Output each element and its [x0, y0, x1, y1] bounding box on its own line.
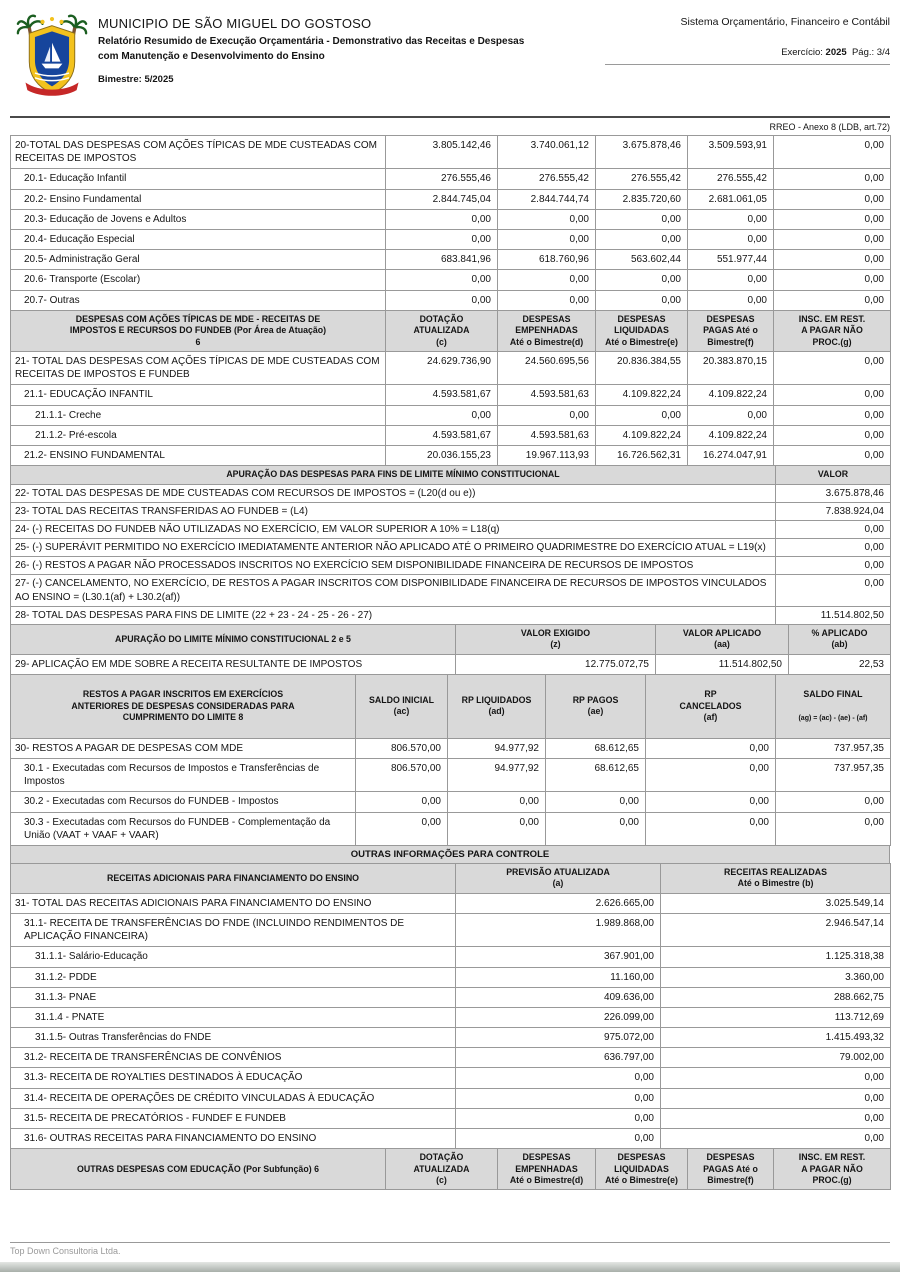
apuracao-despesas-table	[10, 465, 891, 625]
row-label: 24- (-) RECEITAS DO FUNDEB NÃO UTILIZADAS NO EXERCÍCIO, EM VALOR SUPERIOR A 10% = L18(q)	[11, 520, 776, 538]
row-label: 29- APLICAÇÃO EM MDE SOBRE A RECEITA RESULTANTE DE IMPOSTOS	[11, 654, 456, 674]
row-label: 31.2- RECEITA DE TRANSFERÊNCIAS DE CONVÊNIOS	[11, 1048, 456, 1068]
cell-e: 4.109.822,24	[596, 425, 688, 445]
table-row	[11, 539, 891, 557]
cell-d: 0,00	[498, 270, 596, 290]
row-label: 31.3- RECEITA DE ROYALTIES DESTINADOS À EDUCAÇÃO	[11, 1068, 456, 1088]
table-row	[11, 557, 891, 575]
mde-impostos-table	[10, 135, 891, 311]
section-title-limite-minimo: APURAÇÃO DO LIMITE MÍNIMO CONSTITUCIONAL 2 e 5	[11, 625, 456, 655]
cell-g: 0,00	[774, 290, 891, 310]
cell-a: 409.636,00	[456, 987, 661, 1007]
cell-e: 4.109.822,24	[596, 385, 688, 405]
cell-b: 288.662,75	[661, 987, 891, 1007]
row-label: 21.1.2- Pré-escola	[11, 425, 386, 445]
col-header-rp-cancelados: RP CANCELADOS (af)	[646, 675, 776, 739]
cell-ad: 0,00	[448, 812, 546, 845]
table-row	[11, 229, 891, 249]
header-divider	[10, 116, 890, 118]
cell-d: 4.593.581,63	[498, 385, 596, 405]
cell-g: 0,00	[774, 136, 891, 169]
row-label: 31.4- RECEITA DE OPERAÇÕES DE CRÉDITO VINCULADAS À EDUCAÇÃO	[11, 1088, 456, 1108]
cell-c: 0,00	[386, 405, 498, 425]
cell-ae: 0,00	[546, 812, 646, 845]
footer-vendor: Top Down Consultoria Ltda.	[10, 1242, 890, 1256]
row-label: 21.1.1- Creche	[11, 405, 386, 425]
table-header-row	[11, 675, 891, 739]
row-label: 23- TOTAL DAS RECEITAS TRANSFERIDAS AO FUNDEB = (L4)	[11, 502, 776, 520]
table-row	[11, 893, 891, 913]
cell-af: 0,00	[646, 759, 776, 792]
cell-e: 16.726.562,31	[596, 445, 688, 465]
annex-label: RREO - Anexo 8 (LDB, art.72)	[769, 122, 890, 132]
cell-ac: 806.570,00	[356, 738, 448, 758]
report-title-line2: com Manutenção e Desenvolvimento do Ensino	[98, 51, 325, 62]
cell-f: 0,00	[688, 229, 774, 249]
exercise-label: Exercício:	[781, 47, 823, 58]
cell-af: 0,00	[646, 792, 776, 812]
section-title-outras-despesas: OUTRAS DESPESAS COM EDUCAÇÃO (Por Subfunção) 6	[11, 1149, 386, 1190]
table-row	[11, 1007, 891, 1027]
mde-fundeb-table	[10, 310, 891, 466]
cell-g: 0,00	[774, 445, 891, 465]
section-title-restos-a-pagar: RESTOS A PAGAR INSCRITOS EM EXERCÍCIOS ANTERIORES DE DESPESAS CONSIDERADAS PARA CUMPRIMENTO DO LIMITE 8	[11, 675, 356, 739]
col-header-valor-aplicado: VALOR APLICADO (aa)	[656, 625, 789, 655]
row-label: 20.3- Educação de Jovens e Adultos	[11, 209, 386, 229]
cell-g: 0,00	[774, 209, 891, 229]
col-header-receitas-realizadas: RECEITAS REALIZADAS Até o Bimestre (b)	[661, 863, 891, 893]
table-row	[11, 169, 891, 189]
cell-g: 0,00	[774, 351, 891, 384]
cell-g: 0,00	[774, 169, 891, 189]
cell-e: 0,00	[596, 209, 688, 229]
cell-v: 0,00	[776, 557, 891, 575]
table-row	[11, 759, 891, 792]
cell-f: 0,00	[688, 405, 774, 425]
cell-ag: 0,00	[776, 812, 891, 845]
row-label: 31.1.3- PNAE	[11, 987, 456, 1007]
cell-c: 4.593.581,67	[386, 425, 498, 445]
cell-c: 24.629.736,90	[386, 351, 498, 384]
cell-a: 0,00	[456, 1088, 661, 1108]
cell-ad: 0,00	[448, 792, 546, 812]
cell-d: 0,00	[498, 209, 596, 229]
cell-af: 0,00	[646, 812, 776, 845]
row-label: 31.6- OUTRAS RECEITAS PARA FINANCIAMENTO DO ENSINO	[11, 1129, 456, 1149]
cell-g: 0,00	[774, 405, 891, 425]
cell-d: 618.760,96	[498, 250, 596, 270]
table-row	[11, 425, 891, 445]
row-label: 25- (-) SUPERÁVIT PERMITIDO NO EXERCÍCIO IMEDIATAMENTE ANTERIOR NÃO APLICADO ATÉ O PRIMEIRO QUADRIMESTRE DO EXERCÍCIO ATUAL = L19(x)	[11, 539, 776, 557]
table-row	[11, 502, 891, 520]
cell-f: 0,00	[688, 209, 774, 229]
saldo-final-label: SALDO FINAL	[803, 689, 863, 700]
cell-e: 20.836.384,55	[596, 351, 688, 384]
cell-ac: 0,00	[356, 792, 448, 812]
row-label: 31.5- RECEITA DE PRECATÓRIOS - FUNDEF E FUNDEB	[11, 1108, 456, 1128]
col-header-saldo-final	[776, 675, 891, 739]
cell-b: 0,00	[661, 1088, 891, 1108]
table-row	[11, 987, 891, 1007]
row-label: 21.1- EDUCAÇÃO INFANTIL	[11, 385, 386, 405]
cell-a: 367.901,00	[456, 947, 661, 967]
row-label: 20.1- Educação Infantil	[11, 169, 386, 189]
row-label: 30- RESTOS A PAGAR DE DESPESAS COM MDE	[11, 738, 356, 758]
col-header-rp-pagos: RP PAGOS (ae)	[546, 675, 646, 739]
cell-e: 0,00	[596, 229, 688, 249]
col-header-despesas-liquidadas: DESPESAS LIQUIDADAS Até o Bimestre(e)	[596, 310, 688, 351]
table-row	[11, 351, 891, 384]
table-row	[11, 445, 891, 465]
col-header-despesas-empenhadas: DESPESAS EMPENHADAS Até o Bimestre(d)	[498, 1149, 596, 1190]
cell-b: 113.712,69	[661, 1007, 891, 1027]
col-header-insc-rest-pagar: INSC. EM REST. A PAGAR NÃO PROC.(g)	[774, 310, 891, 351]
col-header-despesas-pagas: DESPESAS PAGAS Até o Bimestre(f)	[688, 310, 774, 351]
cell-v: 0,00	[776, 539, 891, 557]
cell-f: 16.274.047,91	[688, 445, 774, 465]
cell-a: 636.797,00	[456, 1048, 661, 1068]
cell-f: 276.555,42	[688, 169, 774, 189]
section-title-apuracao-despesas: APURAÇÃO DAS DESPESAS PARA FINS DE LIMITE MÍNIMO CONSTITUCIONAL	[11, 466, 776, 484]
col-header-valor: VALOR	[776, 466, 891, 484]
row-label: 31- TOTAL DAS RECEITAS ADICIONAIS PARA FINANCIAMENTO DO ENSINO	[11, 893, 456, 913]
row-label: 31.1.2- PDDE	[11, 967, 456, 987]
cell-f: 0,00	[688, 290, 774, 310]
receitas-adicionais-table	[10, 863, 891, 1149]
col-header-valor-exigido: VALOR EXIGIDO (z)	[456, 625, 656, 655]
municipality-name: MUNICIPIO DE SÃO MIGUEL DO GOSTOSO	[98, 16, 372, 31]
cell-e: 2.835.720,60	[596, 189, 688, 209]
cell-a: 11.160,00	[456, 967, 661, 987]
cell-e: 0,00	[596, 405, 688, 425]
cell-ae: 68.612,65	[546, 759, 646, 792]
col-header-insc-rest-pagar: INSC. EM REST. A PAGAR NÃO PROC.(g)	[774, 1149, 891, 1190]
cell-a: 0,00	[456, 1129, 661, 1149]
cell-v: 11.514.802,50	[776, 606, 891, 624]
cell-ae: 0,00	[546, 792, 646, 812]
row-label: 22- TOTAL DAS DESPESAS DE MDE CUSTEADAS COM RECURSOS DE IMPOSTOS = (L20(d ou e))	[11, 484, 776, 502]
cell-d: 2.844.744,74	[498, 189, 596, 209]
cell-d: 0,00	[498, 229, 596, 249]
cell-af: 0,00	[646, 738, 776, 758]
window-bottom-edge	[0, 1262, 900, 1272]
table-row	[11, 606, 891, 624]
cell-e: 563.602,44	[596, 250, 688, 270]
table-row	[11, 189, 891, 209]
col-header-despesas-empenhadas: DESPESAS EMPENHADAS Até o Bimestre(d)	[498, 310, 596, 351]
table-row	[11, 484, 891, 502]
table-row	[11, 792, 891, 812]
row-label: 30.3 - Executadas com Recursos do FUNDEB - Complementação da União (VAAT + VAAF + VAAR)	[11, 812, 356, 845]
table-row	[11, 136, 891, 169]
cell-b: 2.946.547,14	[661, 913, 891, 946]
cell-ab: 22,53	[789, 654, 891, 674]
cell-f: 2.681.061,05	[688, 189, 774, 209]
col-header-despesas-pagas: DESPESAS PAGAS Até o Bimestre(f)	[688, 1149, 774, 1190]
table-row	[11, 1088, 891, 1108]
cell-g: 0,00	[774, 250, 891, 270]
cell-c: 0,00	[386, 290, 498, 310]
cell-c: 3.805.142,46	[386, 136, 498, 169]
row-label: 30.1 - Executadas com Recursos de Impostos e Transferências de Impostos	[11, 759, 356, 792]
cell-v: 0,00	[776, 520, 891, 538]
row-label: 28- TOTAL DAS DESPESAS PARA FINS DE LIMITE (22 + 23 - 24 - 25 - 26 - 27)	[11, 606, 776, 624]
cell-e: 0,00	[596, 290, 688, 310]
cell-d: 19.967.113,93	[498, 445, 596, 465]
cell-g: 0,00	[774, 270, 891, 290]
col-header-dotacao-atualizada: DOTAÇÃO ATUALIZADA (c)	[386, 310, 498, 351]
table-row	[11, 913, 891, 946]
cell-g: 0,00	[774, 385, 891, 405]
cell-ad: 94.977,92	[448, 738, 546, 758]
cell-a: 0,00	[456, 1108, 661, 1128]
row-label: 31.1.1- Salário-Educação	[11, 947, 456, 967]
cell-b: 0,00	[661, 1129, 891, 1149]
cell-f: 3.509.593,91	[688, 136, 774, 169]
cell-e: 0,00	[596, 270, 688, 290]
cell-f: 551.977,44	[688, 250, 774, 270]
cell-ac: 806.570,00	[356, 759, 448, 792]
cell-ac: 0,00	[356, 812, 448, 845]
cell-d: 4.593.581,63	[498, 425, 596, 445]
cell-ae: 68.612,65	[546, 738, 646, 758]
cell-v: 0,00	[776, 575, 891, 606]
table-row	[11, 250, 891, 270]
system-name: Sistema Orçamentário, Financeiro e Contábil	[680, 16, 890, 28]
row-label: 26- (-) RESTOS A PAGAR NÃO PROCESSADOS INSCRITOS NO EXERCÍCIO SEM DISPONIBILIDADE FINANCEIRA DE RECURSOS DE IMPOSTOS	[11, 557, 776, 575]
table-row	[11, 967, 891, 987]
cell-a: 0,00	[456, 1068, 661, 1088]
section-banner-outras-informacoes: OUTRAS INFORMAÇÕES PARA CONTROLE	[10, 845, 890, 864]
cell-b: 3.360,00	[661, 967, 891, 987]
row-label: 30.2 - Executadas com Recursos do FUNDEB - Impostos	[11, 792, 356, 812]
row-label: 20.4- Educação Especial	[11, 229, 386, 249]
cell-b: 1.415.493,32	[661, 1028, 891, 1048]
table-row	[11, 270, 891, 290]
table-row	[11, 209, 891, 229]
report-body	[10, 135, 890, 1190]
table-header-row	[11, 310, 891, 351]
row-label: 21- TOTAL DAS DESPESAS COM AÇÕES TÍPICAS DE MDE CUSTEADAS COM RECEITAS DE IMPOSTOS E FUNDEB	[11, 351, 386, 384]
cell-ad: 94.977,92	[448, 759, 546, 792]
cell-f: 0,00	[688, 270, 774, 290]
cell-d: 0,00	[498, 290, 596, 310]
cell-c: 20.036.155,23	[386, 445, 498, 465]
cell-g: 0,00	[774, 229, 891, 249]
cell-g: 0,00	[774, 189, 891, 209]
table-row	[11, 405, 891, 425]
cell-c: 2.844.745,04	[386, 189, 498, 209]
cell-c: 683.841,96	[386, 250, 498, 270]
row-label: 21.2- ENSINO FUNDAMENTAL	[11, 445, 386, 465]
exercise-page-info	[605, 47, 890, 65]
row-label: 27- (-) CANCELAMENTO, NO EXERCÍCIO, DE RESTOS A PAGAR INSCRITOS COM DISPONIBILIDADE FINANCEIRA DE RECURSOS DE IMPOSTOS VINCULADOS AO ENSINO = (L30.1(af) + L30.2(af))	[11, 575, 776, 606]
cell-c: 0,00	[386, 270, 498, 290]
table-row	[11, 385, 891, 405]
table-row	[11, 947, 891, 967]
table-row	[11, 654, 891, 674]
col-header-previsao-atualizada: PREVISÃO ATUALIZADA (a)	[456, 863, 661, 893]
outras-despesas-educacao-table	[10, 1148, 891, 1190]
cell-b: 0,00	[661, 1068, 891, 1088]
cell-d: 276.555,42	[498, 169, 596, 189]
table-row	[11, 1068, 891, 1088]
table-row	[11, 738, 891, 758]
cell-ag: 0,00	[776, 792, 891, 812]
row-label: 31.1.4 - PNATE	[11, 1007, 456, 1027]
table-row	[11, 1129, 891, 1149]
table-header-row	[11, 625, 891, 655]
saldo-final-formula: (ag) = (ac) - (ae) - (af)	[798, 715, 868, 723]
col-header-rp-liquidados: RP LIQUIDADOS (ad)	[448, 675, 546, 739]
report-title-line1: Relatório Resumido de Execução Orçamentária - Demonstrativo das Receitas e Despesas	[98, 36, 525, 47]
table-header-row	[11, 466, 891, 484]
cell-f: 4.109.822,24	[688, 425, 774, 445]
table-row	[11, 575, 891, 606]
cell-d: 24.560.695,56	[498, 351, 596, 384]
cell-b: 3.025.549,14	[661, 893, 891, 913]
cell-e: 3.675.878,46	[596, 136, 688, 169]
cell-d: 3.740.061,12	[498, 136, 596, 169]
row-label: 20.5- Administração Geral	[11, 250, 386, 270]
cell-a: 975.072,00	[456, 1028, 661, 1048]
cell-b: 0,00	[661, 1108, 891, 1128]
row-label: 20.2- Ensino Fundamental	[11, 189, 386, 209]
exercise-value: 2025	[825, 47, 847, 58]
table-row	[11, 1028, 891, 1048]
cell-d: 0,00	[498, 405, 596, 425]
table-header-row	[11, 1149, 891, 1190]
row-label: 20.7- Outras	[11, 290, 386, 310]
table-row	[11, 520, 891, 538]
section-title-mde-fundeb: DESPESAS COM AÇÕES TÍPICAS DE MDE - RECEITAS DE IMPOSTOS E RECURSOS DO FUNDEB (Por Área de Atuação) 6	[11, 310, 386, 351]
cell-c: 4.593.581,67	[386, 385, 498, 405]
table-row	[11, 812, 891, 845]
cell-c: 0,00	[386, 229, 498, 249]
table-row	[11, 290, 891, 310]
cell-z: 12.775.072,75	[456, 654, 656, 674]
col-header-pct-aplicado: % APLICADO (ab)	[789, 625, 891, 655]
table-row	[11, 1048, 891, 1068]
cell-b: 79.002,00	[661, 1048, 891, 1068]
row-label: 31.1.5- Outras Transferências do FNDE	[11, 1028, 456, 1048]
table-row	[11, 1108, 891, 1128]
cell-a: 226.099,00	[456, 1007, 661, 1027]
cell-v: 3.675.878,46	[776, 484, 891, 502]
cell-f: 4.109.822,24	[688, 385, 774, 405]
section-title-receitas-adicionais: RECEITAS ADICIONAIS PARA FINANCIAMENTO DO ENSINO	[11, 863, 456, 893]
cell-c: 276.555,46	[386, 169, 498, 189]
col-header-dotacao-atualizada: DOTAÇÃO ATUALIZADA (c)	[386, 1149, 498, 1190]
limite-minimo-table	[10, 624, 891, 675]
report-header	[10, 0, 890, 116]
cell-a: 2.626.665,00	[456, 893, 661, 913]
municipal-coat-of-arms-logo	[16, 12, 88, 100]
col-header-despesas-liquidadas: DESPESAS LIQUIDADAS Até o Bimestre(e)	[596, 1149, 688, 1190]
cell-g: 0,00	[774, 425, 891, 445]
cell-v: 7.838.924,04	[776, 502, 891, 520]
cell-ag: 737.957,35	[776, 759, 891, 792]
header-right-block	[605, 16, 890, 65]
page-number: Pág.: 3/4	[851, 47, 890, 58]
row-label: 20.6- Transporte (Escolar)	[11, 270, 386, 290]
restos-a-pagar-table	[10, 674, 891, 846]
cell-a: 1.989.868,00	[456, 913, 661, 946]
bimester-label: Bimestre: 5/2025	[98, 74, 174, 85]
row-label: 20-TOTAL DAS DESPESAS COM AÇÕES TÍPICAS DE MDE CUSTEADAS COM RECEITAS DE IMPOSTOS	[11, 136, 386, 169]
cell-e: 276.555,42	[596, 169, 688, 189]
cell-f: 20.383.870,15	[688, 351, 774, 384]
table-header-row	[11, 863, 891, 893]
cell-aa: 11.514.802,50	[656, 654, 789, 674]
col-header-saldo-inicial: SALDO INICIAL (ac)	[356, 675, 448, 739]
row-label: 31.1- RECEITA DE TRANSFERÊNCIAS DO FNDE (INCLUINDO RENDIMENTOS DE APLICAÇÃO FINANCEIRA)	[11, 913, 456, 946]
cell-c: 0,00	[386, 209, 498, 229]
cell-ag: 737.957,35	[776, 738, 891, 758]
cell-b: 1.125.318,38	[661, 947, 891, 967]
